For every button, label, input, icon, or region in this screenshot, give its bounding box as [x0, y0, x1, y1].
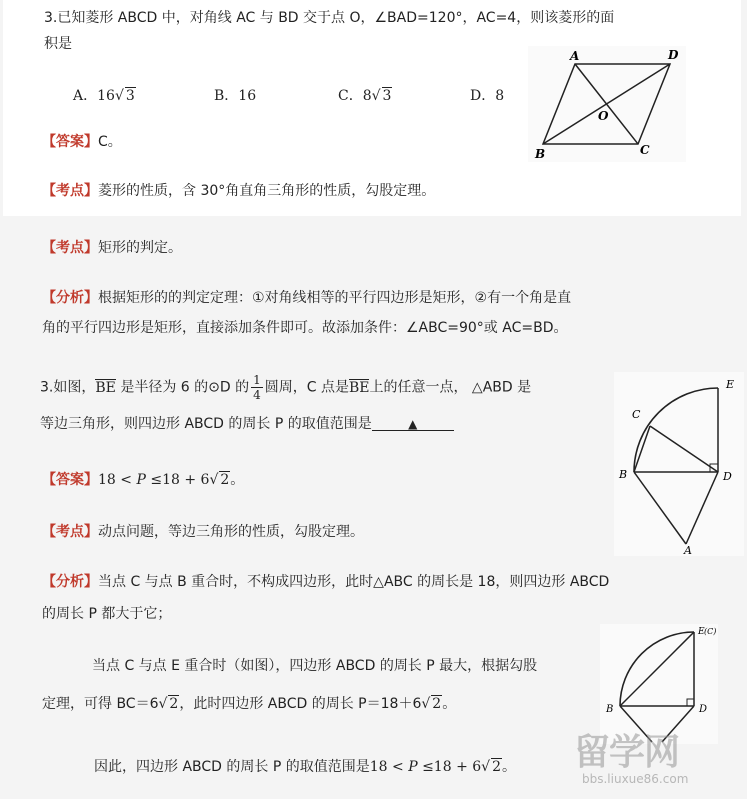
label-d: D [668, 48, 679, 62]
label-b: B [619, 468, 628, 481]
rhombus-question-line1: 3.已知菱形 ABCD 中，对角线 AC 与 BD 交于点 O，∠BAD=120°，AC=4，则该菱形的面 [44, 10, 615, 26]
label-c: C [640, 143, 650, 157]
rectangle-analysis-line1: 【分析】根据矩形的的判定定理：①对角线相等的平行四边形是矩形，②有一个角是直 [42, 290, 572, 306]
watermark-url: bbs.liuxue86.com [582, 772, 689, 786]
arc-analysis-line4: 定理，可得 BC＝6√ 2，此时四边形 ABCD 的周长 P＝18＋6√ 2。 [42, 696, 457, 712]
label-a: A [570, 49, 580, 63]
arc-question-line1: 3.如图，BE 是半径为 6 的⊙D 的 $\frac{1}{4}$ 圆周，C 点是BE上的任意一点， △ABD 是 [40, 373, 532, 402]
fraction-quarter: $\frac{1}{4}$ [253, 373, 261, 402]
label-b: B [606, 704, 614, 715]
rectangle-knowledge-point: 【考点】矩形的判定。 [42, 240, 182, 256]
arc-conclusion: 因此，四边形 ABCD 的周长 P 的取值范围是18 < P ≤18 + 6√ 2。 [94, 759, 517, 775]
label-d: D [723, 470, 732, 483]
rhombus-figure [528, 46, 686, 162]
arc-analysis-line2: 的周长 P 都大于它； [42, 606, 172, 622]
label-a: A [684, 544, 692, 556]
arc-question-line2: 等边三角形，则四边形 ABCD 的周长 P 的取值范围是 ▲ [40, 414, 454, 434]
analysis-tag: 【分析】 [42, 574, 98, 590]
arc-analysis-line3: 当点 C 与点 E 重合时（如图），四边形 ABCD 的周长 P 最大，根据勾股 [92, 658, 538, 674]
knowledge-tag: 【考点】 [42, 183, 98, 199]
knowledge-tag: 【考点】 [42, 524, 98, 540]
rhombus-answer: 【答案】C。 [42, 134, 122, 150]
label-c-paren: (C) [704, 627, 717, 636]
arc-figure-general [614, 372, 744, 556]
option-a: A．16√ 3 [73, 88, 135, 104]
option-b: B．16 [214, 88, 257, 104]
label-c: C [632, 408, 641, 421]
arc-knowledge-point: 【考点】动点问题，等边三角形的性质，勾股定理。 [42, 524, 364, 540]
label-e: E [698, 627, 705, 637]
option-d: D．8 [470, 88, 505, 104]
analysis-tag: 【分析】 [42, 290, 98, 306]
watermark-logo: 留学网 [574, 732, 680, 773]
label-e: E [726, 378, 735, 391]
rhombus-knowledge-point: 【考点】菱形的性质，含 30°角直角三角形的性质，勾股定理。 [42, 183, 436, 199]
answer-tag: 【答案】 [42, 472, 98, 488]
answer-tag: 【答案】 [42, 134, 98, 150]
knowledge-tag: 【考点】 [42, 240, 98, 256]
arc-analysis-line1: 【分析】当点 C 与点 B 重合时，不构成四边形，此时△ABC 的周长是 18，则四边形 ABCD [42, 574, 610, 590]
option-c: C．8√ 3 [338, 88, 392, 104]
answer-blank: ▲ [372, 414, 454, 431]
label-o: O [598, 109, 609, 123]
rhombus-question-line2: 积是 [44, 36, 72, 52]
rectangle-analysis-line2: 角的平行四边形是矩形，直接添加条件即可。故添加条件：∠ABC=90°或 AC=BD。 [42, 320, 568, 336]
label-d: D [699, 704, 708, 715]
arc-answer: 【答案】18 < P ≤18 + 6√ 2。 [42, 472, 245, 488]
label-b: B [535, 147, 546, 161]
